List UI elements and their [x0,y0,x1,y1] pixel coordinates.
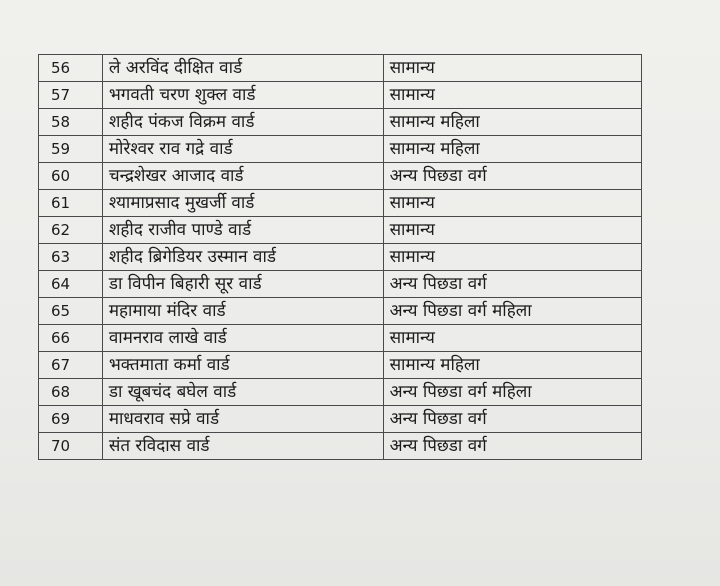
ward-name-cell: महामाया मंदिर वार्ड [102,298,383,325]
table-row [39,217,642,244]
ward-number-cell: 65 [39,298,103,325]
table-row [39,298,642,325]
table-row [39,433,642,460]
ward-number-cell: 60 [39,163,103,190]
table-row [39,325,642,352]
ward-number-cell: 68 [39,379,103,406]
ward-number-cell: 69 [39,406,103,433]
reservation-category-cell: अन्य पिछडा वर्ग [383,433,641,460]
table-row [39,271,642,298]
reservation-category-cell: सामान्य महिला [383,352,641,379]
reservation-category-cell: अन्य पिछडा वर्ग महिला [383,298,641,325]
reservation-category-cell: सामान्य [383,82,641,109]
ward-number-cell: 58 [39,109,103,136]
reservation-category-cell: अन्य पिछडा वर्ग [383,163,641,190]
reservation-category-cell: सामान्य [383,217,641,244]
reservation-category-cell: सामान्य महिला [383,136,641,163]
ward-number-cell: 56 [39,55,103,82]
table-row [39,379,642,406]
table-row [39,136,642,163]
table-row [39,190,642,217]
ward-number-cell: 66 [39,325,103,352]
ward-name-cell: वामनराव लाखे वार्ड [102,325,383,352]
ward-name-cell: शहीद पंकज विक्रम वार्ड [102,109,383,136]
ward-number-cell: 67 [39,352,103,379]
reservation-category-cell: सामान्य [383,325,641,352]
ward-number-cell: 62 [39,217,103,244]
ward-name-cell: ले अरविंद दीक्षित वार्ड [102,55,383,82]
ward-name-cell: भगवती चरण शुक्ल वार्ड [102,82,383,109]
table-row [39,55,642,82]
reservation-category-cell: सामान्य महिला [383,109,641,136]
ward-number-cell: 59 [39,136,103,163]
table-row [39,163,642,190]
ward-name-cell: श्यामाप्रसाद मुखर्जी वार्ड [102,190,383,217]
reservation-category-cell: सामान्य [383,55,641,82]
ward-name-cell: भक्तमाता कर्मा वार्ड [102,352,383,379]
ward-name-cell: संत रविदास वार्ड [102,433,383,460]
reservation-category-cell: अन्य पिछडा वर्ग महिला [383,379,641,406]
reservation-category-cell: अन्य पिछडा वर्ग [383,406,641,433]
reservation-category-cell: सामान्य [383,190,641,217]
ward-name-cell: चन्द्रशेखर आजाद वार्ड [102,163,383,190]
ward-name-cell: डा खूबचंद बघेल वार्ड [102,379,383,406]
ward-number-cell: 64 [39,271,103,298]
ward-reservation-table-wrapper [38,54,642,460]
table-row [39,352,642,379]
ward-number-cell: 61 [39,190,103,217]
reservation-category-cell: सामान्य [383,244,641,271]
ward-name-cell: डा विपीन बिहारी सूर वार्ड [102,271,383,298]
ward-name-cell: माधवराव सप्रे वार्ड [102,406,383,433]
table-row [39,109,642,136]
ward-number-cell: 63 [39,244,103,271]
reservation-category-cell: अन्य पिछडा वर्ग [383,271,641,298]
table-row [39,82,642,109]
table-row [39,244,642,271]
table-row [39,406,642,433]
ward-reservation-table [38,54,642,460]
ward-number-cell: 57 [39,82,103,109]
ward-number-cell: 70 [39,433,103,460]
ward-name-cell: शहीद राजीव पाण्डे वार्ड [102,217,383,244]
ward-name-cell: शहीद ब्रिगेडियर उस्मान वार्ड [102,244,383,271]
ward-name-cell: मोरेश्वर राव गद्रे वार्ड [102,136,383,163]
